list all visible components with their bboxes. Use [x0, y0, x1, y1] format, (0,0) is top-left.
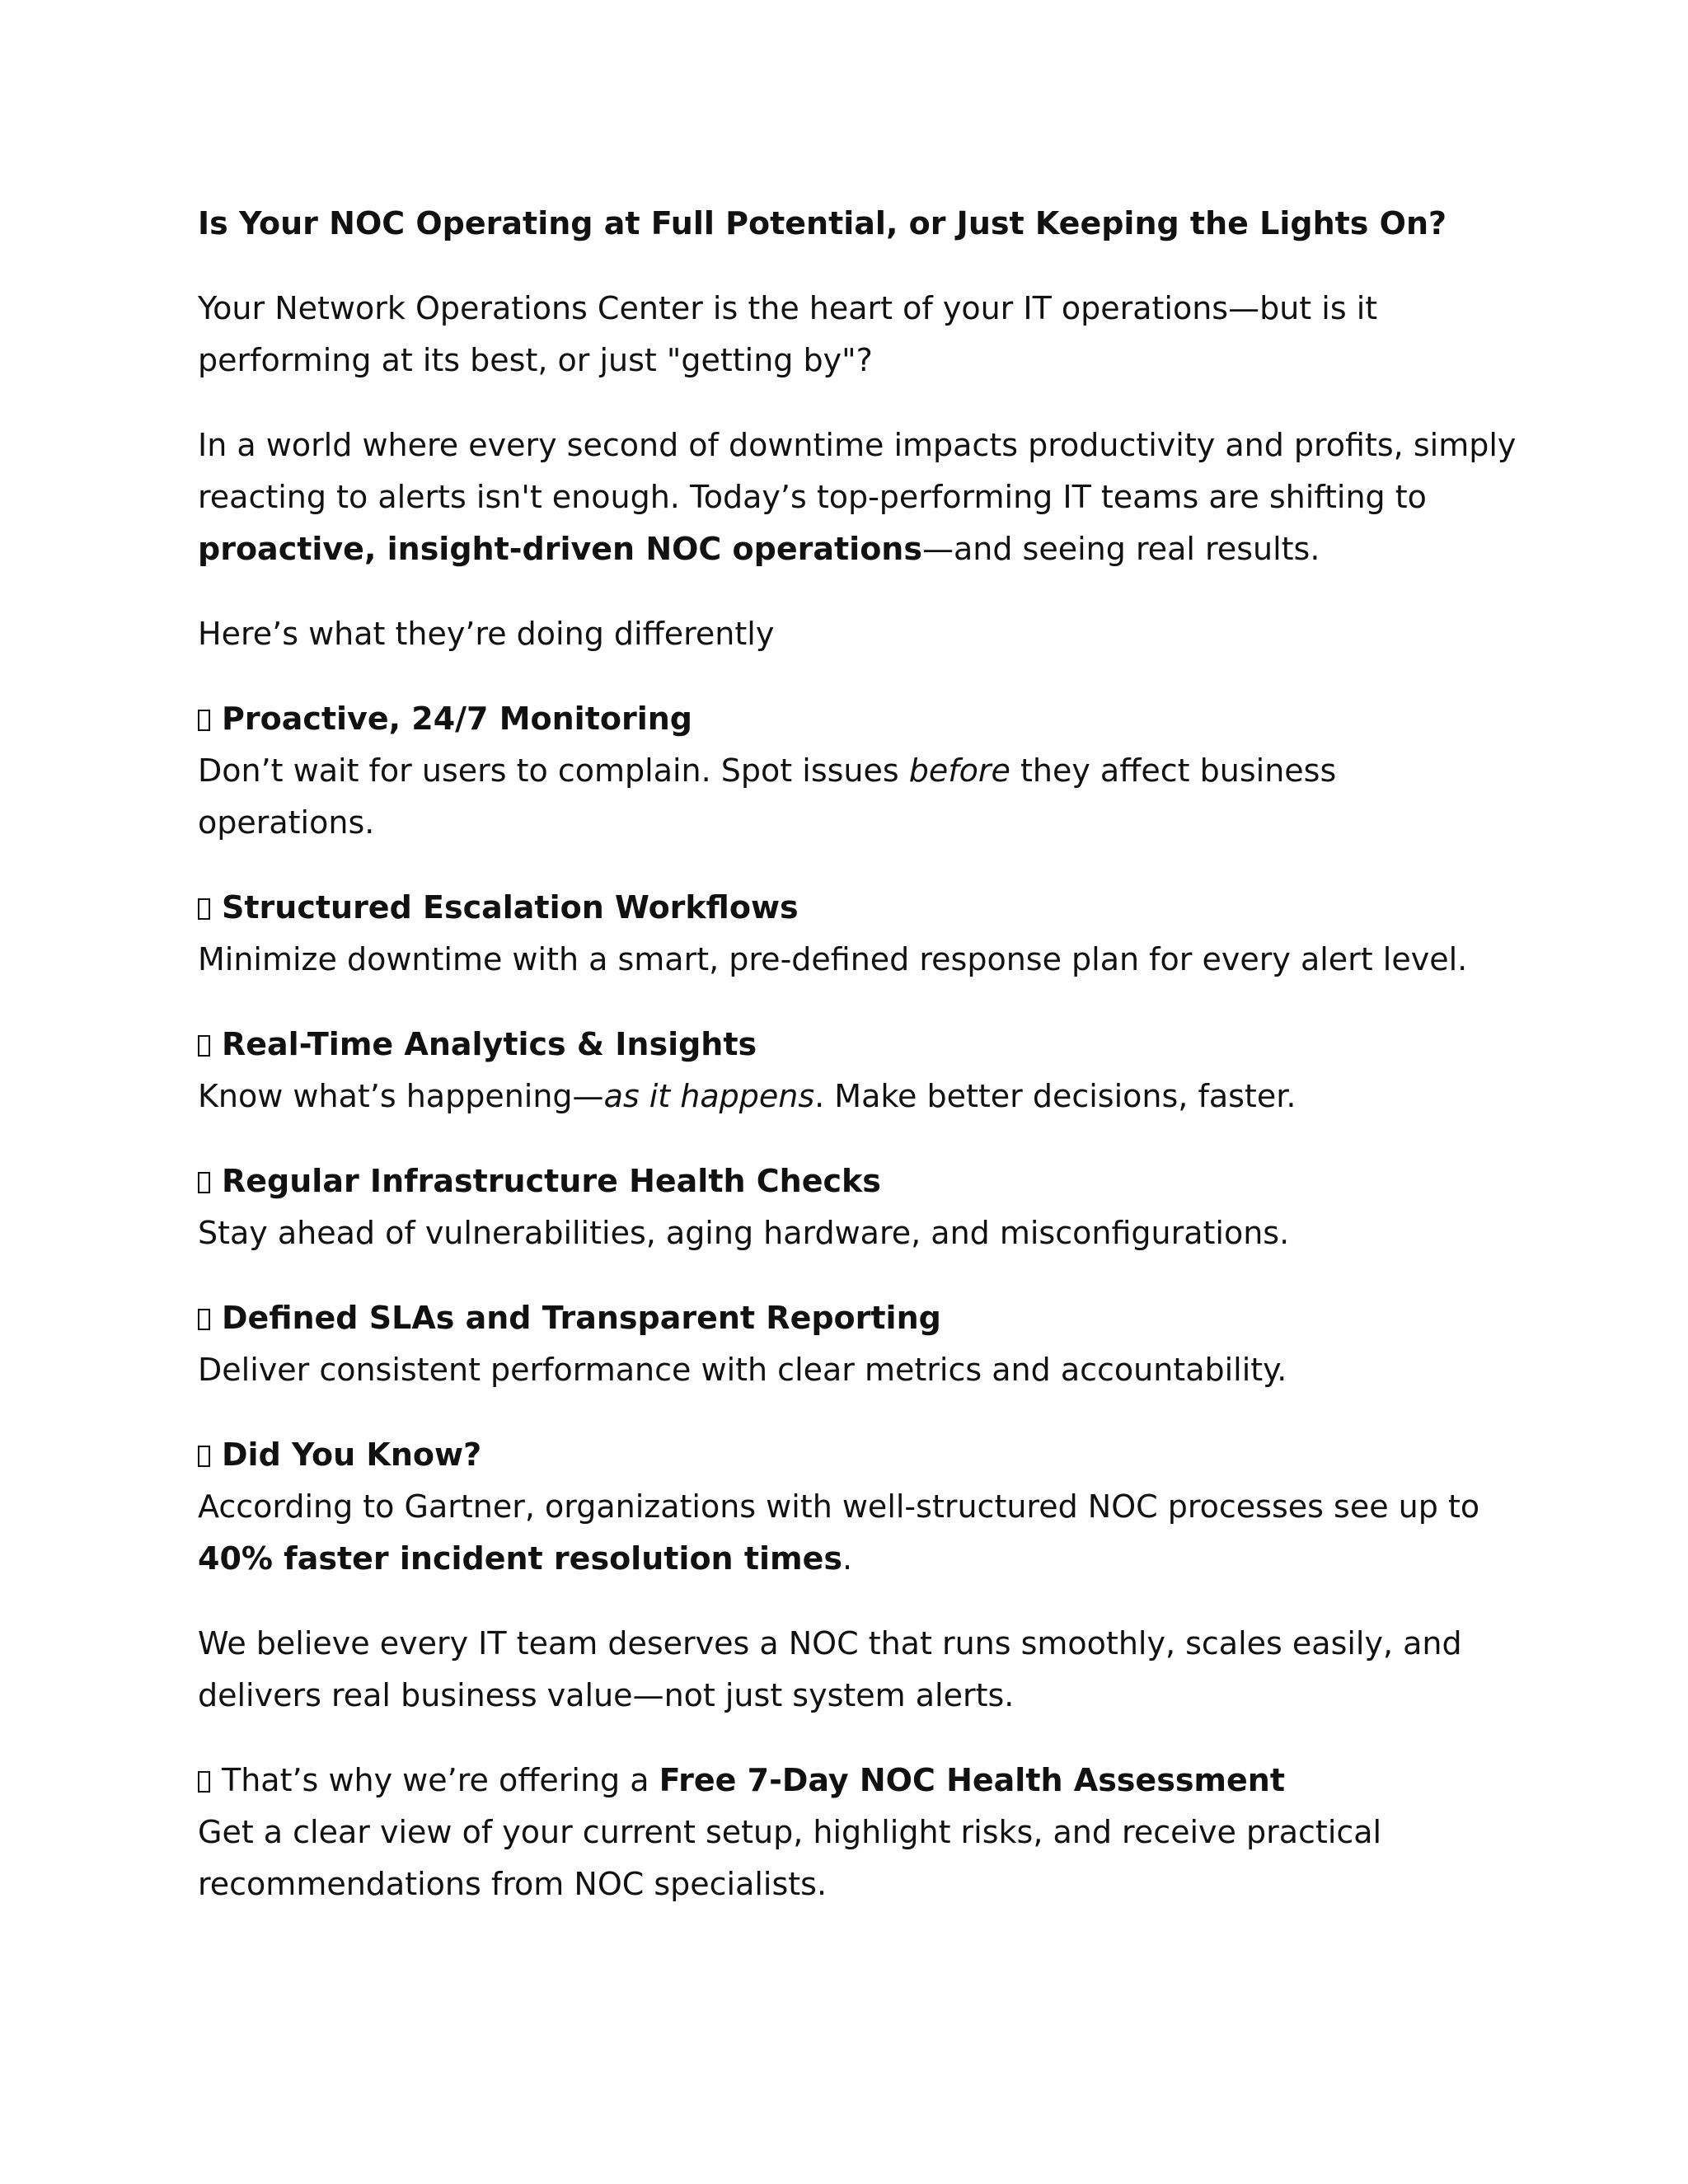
missing-glyph-icon: [198, 1172, 210, 1193]
feature-item-did-you-know: [198, 1429, 1517, 1585]
feature-body-before: Don’t wait for users to complain. Spot issues: [198, 752, 909, 789]
believe-paragraph: We believe every IT team deserves a NOC that runs smoothly, scales easily, and delivers real business value—not just system alerts.: [198, 1625, 1462, 1713]
feature-body-before: Know what’s happening—: [198, 1078, 604, 1114]
feature-title: [198, 1292, 1517, 1344]
feature-body: Deliver consistent performance with clear metrics and accountability.: [198, 1352, 1287, 1388]
feature-body: Minimize downtime with a smart, pre-defined response plan for every alert level.: [198, 941, 1468, 977]
feature-title-text: Real-Time Analytics & Insights: [222, 1026, 757, 1062]
world-text-bold: proactive, insight-driven NOC operations: [198, 531, 922, 567]
feature-body-after: they affect business operations.: [198, 752, 1337, 841]
feature-title-text: Structured Escalation Workflows: [222, 889, 799, 926]
missing-glyph-icon: [198, 1309, 210, 1330]
differently-paragraph: Here’s what they’re doing differently: [198, 616, 775, 652]
feature-body-italic: as it happens: [603, 1078, 815, 1114]
feature-body: [198, 1481, 1517, 1585]
feature-body-bold: 40% faster incident resolution times: [198, 1540, 843, 1577]
feature-title: [198, 1429, 1517, 1481]
offer-body: Get a clear view of your current setup, highlight risks, and receive practical recommendations from NOC specialists.: [198, 1814, 1382, 1902]
missing-glyph-icon: [198, 1035, 210, 1057]
feature-item-escalation: [198, 882, 1517, 986]
missing-glyph-icon: [198, 1446, 210, 1467]
offer-line: [198, 1755, 1517, 1807]
feature-title-text: Regular Infrastructure Health Checks: [222, 1163, 881, 1199]
intro-paragraph: Your Network Operations Center is the heart of your IT operations—but is it performing at its best, or just "getting by"?: [198, 290, 1378, 378]
offer-text-before: That’s why we’re offering a: [222, 1762, 659, 1798]
feature-title-text: Did You Know?: [222, 1436, 482, 1473]
offer-text-bold: Free 7-Day NOC Health Assessment: [659, 1762, 1286, 1798]
document-page: [198, 198, 1517, 1943]
feature-title-text: Proactive, 24/7 Monitoring: [222, 701, 692, 737]
feature-item-analytics: [198, 1019, 1517, 1122]
feature-body-after: .: [842, 1540, 853, 1577]
feature-body-after: . Make better decisions, faster.: [814, 1078, 1296, 1114]
feature-body: Stay ahead of vulnerabilities, aging hardware, and misconfigurations.: [198, 1215, 1290, 1251]
feature-body-italic: before: [908, 752, 1010, 789]
feature-body: [198, 745, 1517, 849]
offer-paragraph: [198, 1755, 1517, 1910]
feature-title: [198, 1155, 1517, 1207]
feature-body-before: According to Gartner, organizations with well-structured NOC processes see up to: [198, 1488, 1480, 1525]
missing-glyph-icon: [198, 710, 210, 731]
page-title: Is Your NOC Operating at Full Potential, or Just Keeping the Lights On?: [198, 205, 1447, 241]
world-text-before: In a world where every second of downtime impacts productivity and profits, simply reacting to alerts isn't enough. Today’s top-performing IT teams are shifting to: [198, 427, 1517, 515]
world-paragraph: [198, 419, 1517, 575]
feature-title-text: Defined SLAs and Transparent Reporting: [222, 1300, 941, 1336]
feature-title: [198, 882, 1517, 934]
feature-item-monitoring: [198, 693, 1517, 849]
feature-item-slas: [198, 1292, 1517, 1396]
missing-glyph-icon: [198, 1771, 210, 1793]
world-text-after: —and seeing real results.: [921, 531, 1320, 567]
missing-glyph-icon: [198, 898, 210, 920]
feature-title: [198, 693, 1517, 745]
feature-body: [198, 1071, 1517, 1122]
feature-item-health-checks: [198, 1155, 1517, 1259]
feature-title: [198, 1019, 1517, 1071]
